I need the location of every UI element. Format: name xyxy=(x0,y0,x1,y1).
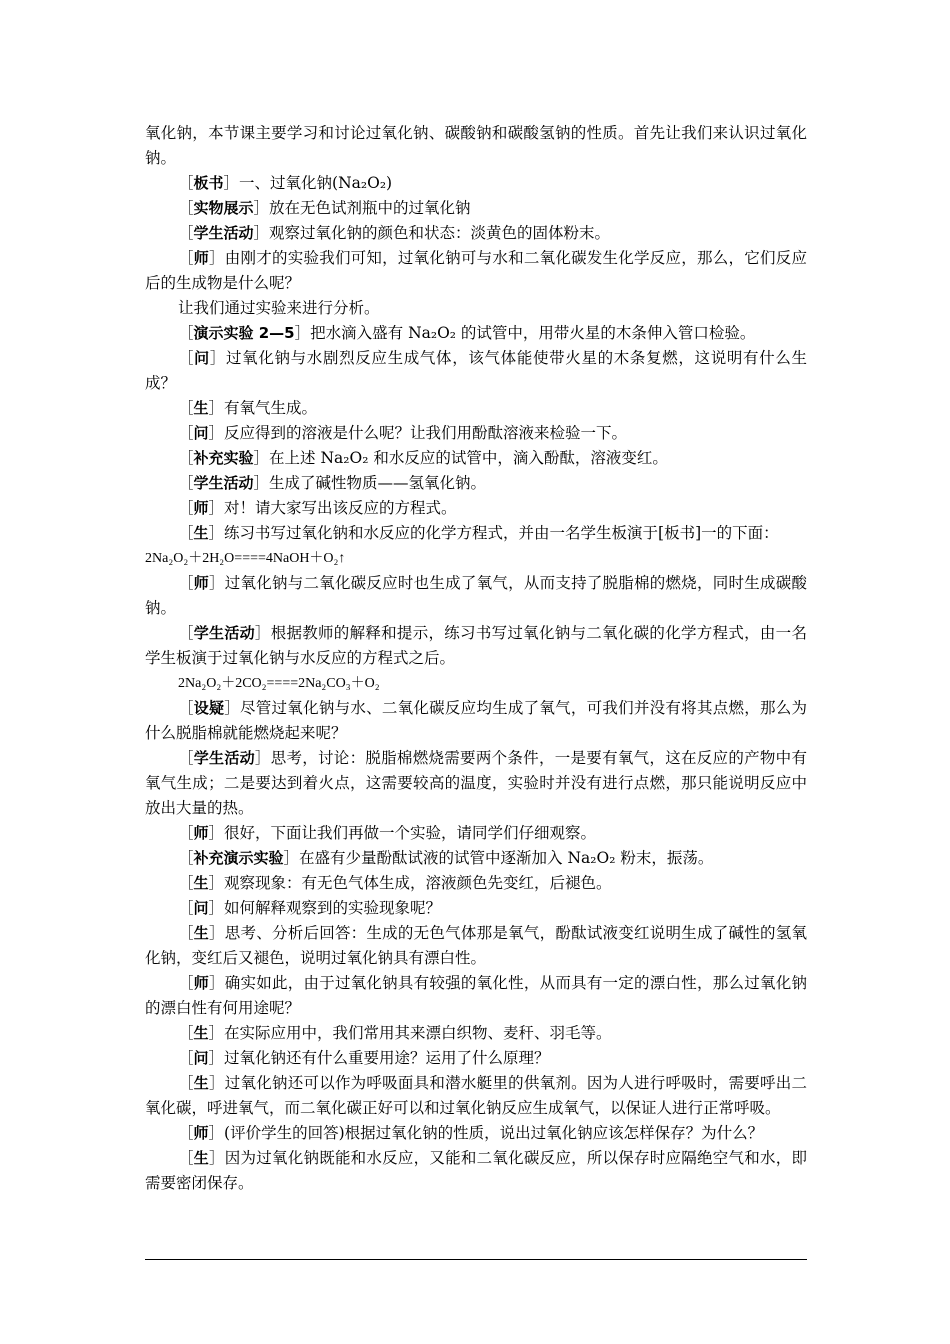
paragraph: ［学生活动］观察过氧化钠的颜色和状态：淡黄色的固体粉末。 xyxy=(178,224,611,242)
paragraph-text: 2Na₂O₂＋2CO₂====2Na₂CO₃＋O₂ xyxy=(178,676,380,691)
paragraph-text: 确实如此，由于过氧化钠具有较强的氧化性，从而具有一定的漂白性，那么过氧化钠的漂白性有何用途呢？ xyxy=(145,974,807,1017)
paragraph-text: 观察过氧化钠的颜色和状态：淡黄色的固体粉末。 xyxy=(269,224,611,242)
paragraph-text: 氧化钠，本节课主要学习和讨论过氧化钠、碳酸钠和碳酸氢钠的性质。首先让我们来认识过氧化钠。 xyxy=(145,124,807,167)
paragraph-tag: 师 xyxy=(193,499,209,517)
paragraph: ［生］过氧化钠还可以作为呼吸面具和潜水艇里的供氧剂。因为人进行呼吸时，需要呼出二氧化碳，呼进氧气，而二氧化碳正好可以和过氧化钠反应生成氧气，以保证人进行正常呼吸。 xyxy=(145,1074,807,1117)
paragraph-tag: 演示实验 2—5 xyxy=(193,324,295,342)
paragraph-text: 根据教师的解释和提示，练习书写过氧化钠与二氧化碳的化学方程式，由一名学生板演于过氧化钠与水反应的方程式之后。 xyxy=(145,624,807,667)
paragraph: ［师］(评价学生的回答)根据过氧化钠的性质，说出过氧化钠应该怎样保存？为什么？ xyxy=(178,1124,764,1142)
paragraph-text: 放在无色试剂瓶中的过氧化钠 xyxy=(269,199,471,217)
paragraph-tag: 学生活动 xyxy=(193,224,254,242)
paragraph: ［学生活动］思考，讨论：脱脂棉燃烧需要两个条件，一是要有氧气，这在反应的产物中有氧气生成；二是要达到着火点，这需要较高的温度，实验时并没有进行点燃，那只能说明反应中放出大量的热。 xyxy=(145,749,807,817)
paragraph: ［学生活动］根据教师的解释和提示，练习书写过氧化钠与二氧化碳的化学方程式，由一名学生板演于过氧化钠与水反应的方程式之后。 xyxy=(145,624,807,667)
paragraph: ［设疑］尽管过氧化钠与水、二氧化碳反应均生成了氧气，可我们并没有将其点燃，那么为什么脱脂棉就能燃烧起来呢？ xyxy=(145,699,807,742)
paragraph: ［问］如何解释观察到的实验现象呢？ xyxy=(178,899,442,917)
paragraph-text: 过氧化钠与二氧化碳反应时也生成了氧气，从而支持了脱脂棉的燃烧，同时生成碳酸钠。 xyxy=(145,574,807,617)
paragraph xyxy=(145,296,807,321)
paragraph-text: 过氧化钠与水剧烈反应生成气体，该气体能使带火星的木条复燃，这说明有什么生成？ xyxy=(145,349,807,392)
paragraph-tag: 生 xyxy=(193,1149,209,1167)
paragraph-tag: 补充演示实验 xyxy=(193,849,284,867)
paragraph-tag: 生 xyxy=(193,524,209,542)
paragraph-tag: 生 xyxy=(193,874,209,892)
paragraph-text: 过氧化钠还可以作为呼吸面具和潜水艇里的供氧剂。因为人进行呼吸时，需要呼出二氧化碳，呼进氧气，而二氧化碳正好可以和过氧化钠反应生成氧气，以保证人进行正常呼吸。 xyxy=(145,1074,807,1117)
paragraph: ［生］思考、分析后回答：生成的无色气体那是氧气，酚酞试液变红说明生成了碱性的氢氧化钠，变红后又褪色，说明过氧化钠具有漂白性。 xyxy=(145,924,807,967)
paragraph: ［师］对！请大家写出该反应的方程式。 xyxy=(178,499,457,517)
paragraph-tag: 师 xyxy=(193,249,209,267)
paragraph-text: 因为过氧化钠既能和水反应，又能和二氧化碳反应，所以保存时应隔绝空气和水，即需要密闭保存。 xyxy=(145,1149,807,1192)
paragraph-text: 生成了碱性物质——氢氧化钠。 xyxy=(269,474,487,492)
footer-divider xyxy=(145,1259,807,1260)
paragraph-tag: 学生活动 xyxy=(193,624,255,642)
paragraph xyxy=(145,546,807,571)
paragraph-tag: 学生活动 xyxy=(193,749,255,767)
paragraph: ［师］很好，下面让我们再做一个实验，请同学们仔细观察。 xyxy=(178,824,597,842)
paragraph-text: 思考、分析后回答：生成的无色气体那是氧气，酚酞试液变红说明生成了碱性的氢氧化钠，变红后又褪色，说明过氧化钠具有漂白性。 xyxy=(145,924,807,967)
paragraph-tag: 师 xyxy=(193,1124,209,1142)
paragraph-text: 由刚才的实验我们可知，过氧化钠可与水和二氧化碳发生化学反应，那么，它们反应后的生成物是什么呢？ xyxy=(145,249,807,292)
paragraph: ［师］确实如此，由于过氧化钠具有较强的氧化性，从而具有一定的漂白性，那么过氧化钠的漂白性有何用途呢？ xyxy=(145,974,807,1017)
paragraph: ［生］练习书写过氧化钠和水反应的化学方程式，并由一名学生板演于[板书]一的下面： xyxy=(178,524,779,542)
paragraph: ［问］过氧化钠还有什么重要用途？运用了什么原理？ xyxy=(178,1049,550,1067)
paragraph-tag: 实物展示 xyxy=(193,199,254,217)
paragraph-text: 过氧化钠还有什么重要用途？运用了什么原理？ xyxy=(224,1049,550,1067)
paragraph-text: 一、过氧化钠(Na₂O₂) xyxy=(239,174,393,192)
paragraph-text: 对！请大家写出该反应的方程式。 xyxy=(224,499,457,517)
paragraph-text: 有氧气生成。 xyxy=(224,399,318,417)
paragraph: ［生］观察现象：有无色气体生成，溶液颜色先变红，后褪色。 xyxy=(178,874,612,892)
paragraph-text: (评价学生的回答)根据过氧化钠的性质，说出过氧化钠应该怎样保存？为什么？ xyxy=(224,1124,764,1142)
paragraph-tag: 生 xyxy=(193,399,209,417)
paragraph-tag: 问 xyxy=(193,1049,209,1067)
paragraph-tag: 板书 xyxy=(193,174,224,192)
paragraph-tag: 学生活动 xyxy=(193,474,254,492)
paragraph xyxy=(145,671,807,696)
paragraph-tag: 生 xyxy=(193,1074,209,1092)
paragraph-text: 在实际应用中，我们常用其来漂白织物、麦秆、羽毛等。 xyxy=(224,1024,612,1042)
paragraph-tag: 生 xyxy=(193,1024,209,1042)
paragraph-text: 尽管过氧化钠与水、二氧化碳反应均生成了氧气，可我们并没有将其点燃，那么为什么脱脂棉就能燃烧起来呢？ xyxy=(145,699,807,742)
paragraph: ［补充实验］在上述 Na₂O₂ 和水反应的试管中，滴入酚酞，溶液变红。 xyxy=(178,449,668,467)
paragraph: ［问］反应得到的溶液是什么呢？让我们用酚酞溶液来检验一下。 xyxy=(178,424,628,442)
paragraph: ［师］过氧化钠与二氧化碳反应时也生成了氧气，从而支持了脱脂棉的燃烧，同时生成碳酸钠。 xyxy=(145,574,807,617)
paragraph-tag: 问 xyxy=(193,424,209,442)
paragraph: ［板书］一、过氧化钠(Na₂O₂) xyxy=(178,174,393,192)
paragraph xyxy=(145,121,807,171)
paragraph: ［实物展示］放在无色试剂瓶中的过氧化钠 xyxy=(178,199,471,217)
paragraph-text: 如何解释观察到的实验现象呢？ xyxy=(224,899,442,917)
paragraph-tag: 问 xyxy=(194,349,210,367)
paragraph-text: 在上述 Na₂O₂ 和水反应的试管中，滴入酚酞，溶液变红。 xyxy=(269,449,668,467)
paragraph-tag: 生 xyxy=(193,924,209,942)
paragraph-tag: 师 xyxy=(193,974,209,992)
paragraph-tag: 设疑 xyxy=(193,699,225,717)
paragraph-tag: 师 xyxy=(193,574,209,592)
paragraph: ［补充演示实验］在盛有少量酚酞试液的试管中逐渐加入 Na₂O₂ 粉末，振荡。 xyxy=(178,849,714,867)
paragraph-text: 思考，讨论：脱脂棉燃烧需要两个条件，一是要有氧气，这在反应的产物中有氧气生成；二是要达到着火点，这需要较高的温度，实验时并没有进行点燃，那只能说明反应中放出大量的热。 xyxy=(145,749,807,817)
paragraph-text: 让我们通过实验来进行分析。 xyxy=(178,299,380,317)
paragraph: ［生］有氧气生成。 xyxy=(178,399,318,417)
paragraph: ［演示实验 2—5］把水滴入盛有 Na₂O₂ 的试管中，用带火星的木条伸入管口检验。 xyxy=(178,324,756,342)
paragraph: ［生］在实际应用中，我们常用其来漂白织物、麦秆、羽毛等。 xyxy=(178,1024,612,1042)
paragraph-text: 反应得到的溶液是什么呢？让我们用酚酞溶液来检验一下。 xyxy=(224,424,628,442)
paragraph: ［学生活动］生成了碱性物质——氢氧化钠。 xyxy=(178,474,487,492)
paragraph-text: 观察现象：有无色气体生成，溶液颜色先变红，后褪色。 xyxy=(224,874,612,892)
paragraph: ［师］由刚才的实验我们可知，过氧化钠可与水和二氧化碳发生化学反应，那么，它们反应后的生成物是什么呢？ xyxy=(145,249,807,292)
paragraph-tag: 补充实验 xyxy=(193,449,254,467)
paragraph-text: 很好，下面让我们再做一个实验，请同学们仔细观察。 xyxy=(224,824,597,842)
paragraph-text: 练习书写过氧化钠和水反应的化学方程式，并由一名学生板演于[板书]一的下面： xyxy=(224,524,779,542)
paragraph-text: 2Na₂O₂＋2H₂O====4NaOH＋O₂↑ xyxy=(145,551,346,566)
document-body xyxy=(145,121,807,1196)
paragraph: ［问］过氧化钠与水剧烈反应生成气体，该气体能使带火星的木条复燃，这说明有什么生成？ xyxy=(145,349,807,392)
paragraph-tag: 问 xyxy=(193,899,209,917)
paragraph: ［生］因为过氧化钠既能和水反应，又能和二氧化碳反应，所以保存时应隔绝空气和水，即需要密闭保存。 xyxy=(145,1149,807,1192)
paragraph-text: 在盛有少量酚酞试液的试管中逐渐加入 Na₂O₂ 粉末，振荡。 xyxy=(299,849,714,867)
paragraph-tag: 师 xyxy=(193,824,209,842)
paragraph-text: 把水滴入盛有 Na₂O₂ 的试管中，用带火星的木条伸入管口检验。 xyxy=(310,324,756,342)
